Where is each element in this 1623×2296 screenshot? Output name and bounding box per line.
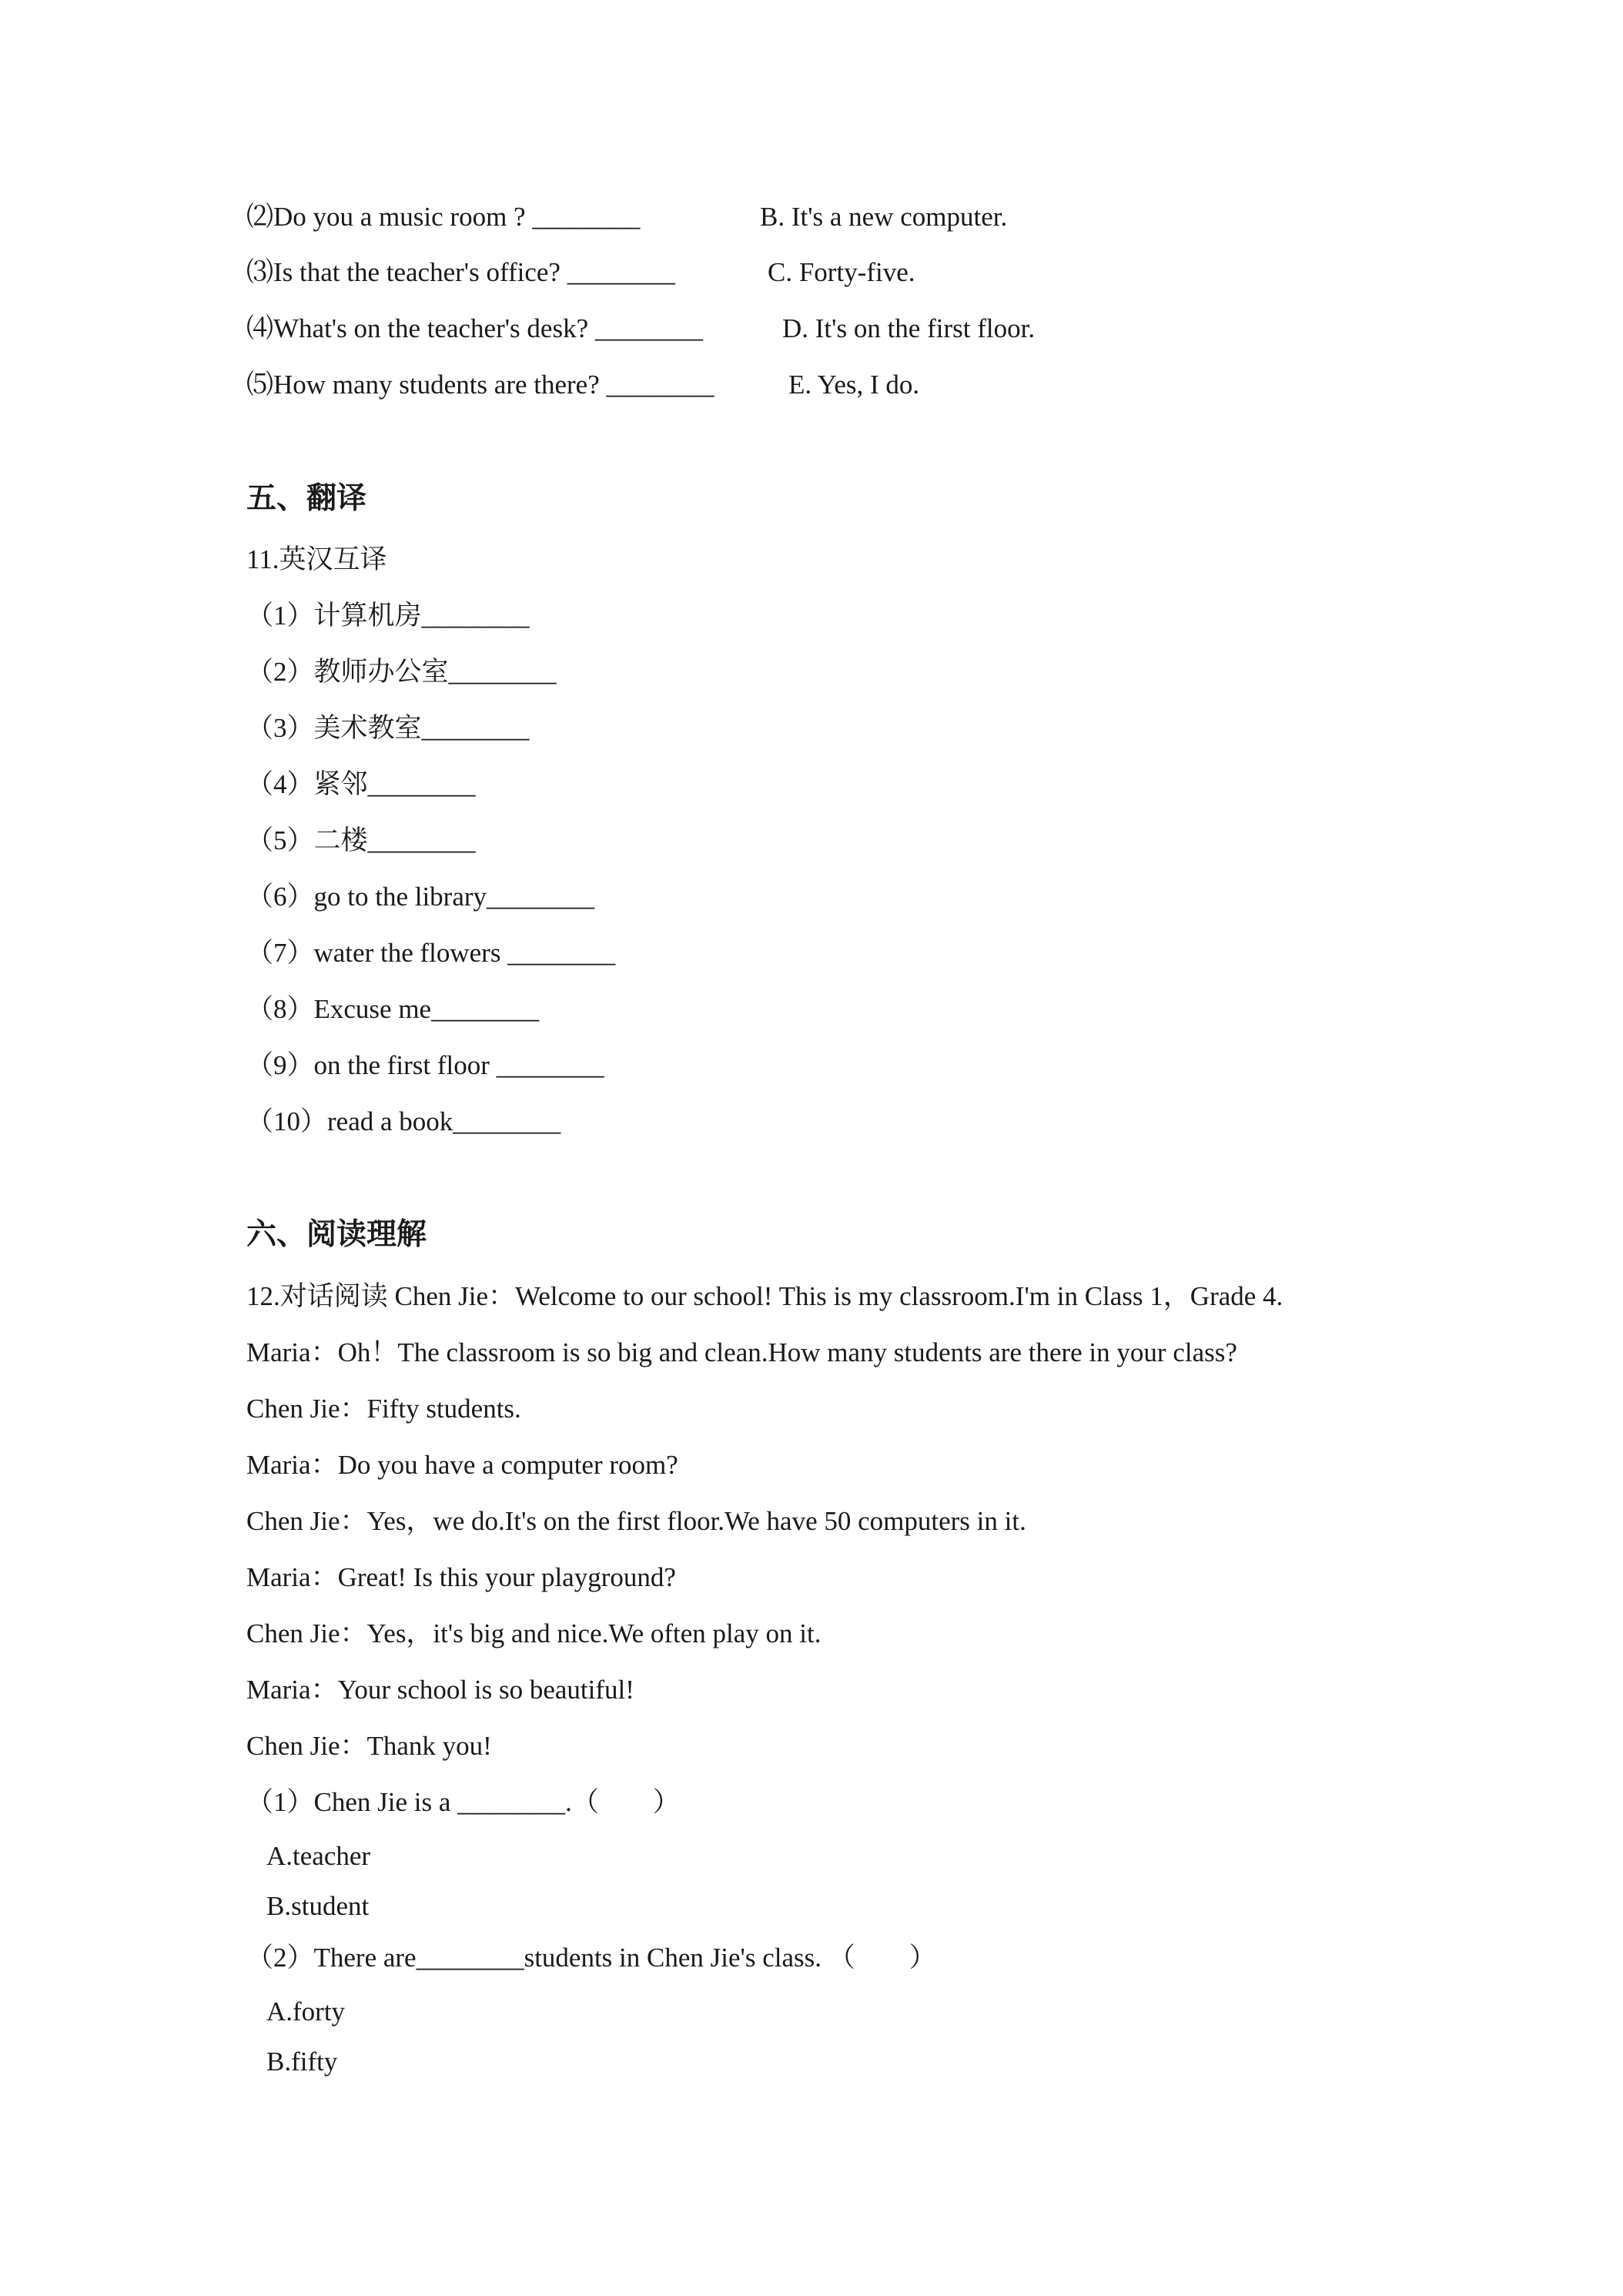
section-heading-translation: 五、翻译	[246, 481, 367, 516]
dialogue-line-8: Maria：Your school is so beautiful!	[246, 1675, 634, 1705]
translation-item-5: （5）二楼________	[246, 825, 476, 855]
matching-answer-e: E. Yes, I do.	[788, 370, 920, 400]
dialogue-line-6: Maria：Great! Is this your playground?	[246, 1562, 676, 1592]
reading-q1-option-a: A.teacher	[266, 1841, 371, 1871]
dialogue-line-9: Chen Jie：Thank you!	[246, 1731, 492, 1761]
reading-question-1: （1）Chen Jie is a ________.（ ）	[246, 1787, 680, 1817]
matching-question-3: ⑶Is that the teacher's office? ________	[246, 257, 675, 287]
matching-answer-b: B. It's a new computer.	[760, 202, 1008, 232]
dialogue-line-5: Chen Jie：Yes，we do.It's on the first floor.We have 50 computers in it.	[246, 1506, 1026, 1536]
translation-item-10: （10）read a book________	[246, 1106, 561, 1136]
matching-question-5: ⑸How many students are there? ________	[246, 370, 714, 400]
dialogue-line-2: Maria：Oh！The classroom is so big and clean.How many students are there in your class?	[246, 1337, 1237, 1367]
translation-item-8: （8）Excuse me________	[246, 994, 540, 1024]
dialogue-line-7: Chen Jie：Yes，it's big and nice.We often play on it.	[246, 1618, 822, 1648]
reading-question-2: （2）There are________students in Chen Jie's class. （ ）	[246, 1943, 936, 1973]
translation-item-7: （7）water the flowers ________	[246, 938, 616, 968]
matching-question-2: ⑵Do you a music room ? ________	[246, 202, 641, 232]
dialogue-line-3: Chen Jie：Fifty students.	[246, 1394, 521, 1424]
reading-q2-option-b: B.fifty	[266, 2047, 338, 2077]
matching-question-4: ⑷What's on the teacher's desk? ________	[246, 313, 703, 343]
reading-q2-option-a: A.forty	[266, 1996, 346, 2027]
matching-answer-d: D. It's on the first floor.	[782, 313, 1036, 343]
section-heading-reading: 六、阅读理解	[246, 1217, 427, 1252]
reading-q1-option-b: B.student	[266, 1891, 370, 1921]
question-11-title: 11.英汉互译	[246, 544, 387, 574]
translation-item-2: （2）教师办公室________	[246, 657, 557, 687]
dialogue-line-4: Maria：Do you have a computer room?	[246, 1450, 678, 1480]
translation-item-1: （1）计算机房________	[246, 601, 530, 631]
matching-answer-c: C. Forty-five.	[768, 257, 915, 287]
dialogue-line-1: 12.对话阅读 Chen Jie：Welcome to our school! This is my classroom.I'm in Class 1，Grade 4.	[246, 1281, 1283, 1311]
translation-item-3: （3）美术教室________	[246, 713, 530, 743]
translation-item-4: （4）紧邻________	[246, 769, 476, 799]
translation-item-9: （9）on the first floor ________	[246, 1050, 604, 1080]
translation-item-6: （6）go to the library________	[246, 882, 595, 912]
